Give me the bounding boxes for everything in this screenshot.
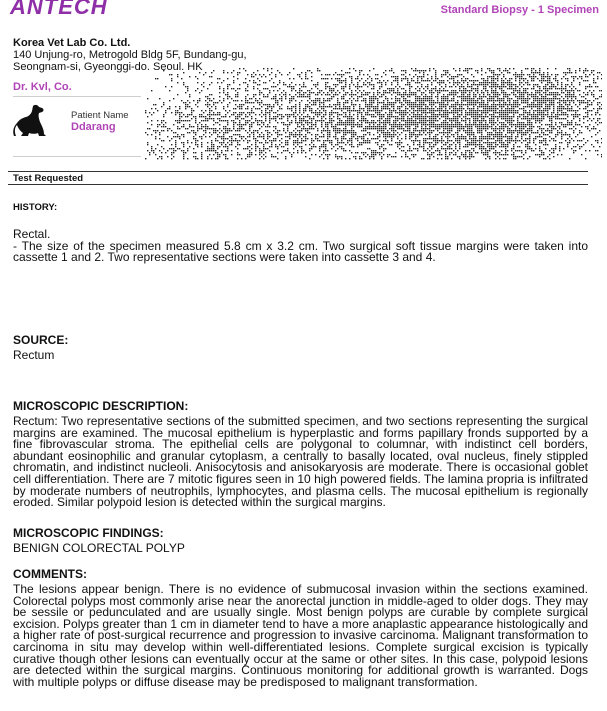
test-requested-label: Test Requested (13, 173, 84, 184)
dog-silhouette-icon (13, 103, 48, 138)
redacted-noise-area (145, 68, 602, 160)
divider (8, 184, 588, 185)
history-text (13, 229, 588, 264)
history-heading: HISTORY: (13, 202, 58, 213)
comments-text: The lesions appear benign. There is no evidence of submucosal invasion within the sections examined. Colorectal polyps most commonly arise near the anorectal junction in middle-aged to older dogs. They may be sessile or pedunculated and are usually single. Most benign polyps are curable by complete surgical excision. Polyps greater than 1 cm in diameter tend to have a more anaplastic appearance histologically and a higher rate of post-surgical recurrence and progression to invasive carcinoma. Malignant transformation to carcinoma in situ may develop within well-differentiated lesions. Complete surgical excision is typically curative though other lesions can eventually occur at the same or other sites. In this case, polypoid lesions are detected within the surgical margins. Continuous monitoring for additional growth is warranted. Dogs with multiple polyps or diffuse disease may be predisposed to malignant transformation. (13, 582, 588, 689)
source-text: Rectum (13, 348, 55, 362)
patient-name-label: Patient Name (71, 110, 129, 121)
history-line1: Rectal. (13, 227, 51, 241)
divider (13, 96, 141, 97)
divider (8, 171, 588, 172)
redaction-speckle (145, 68, 602, 159)
comments-heading: COMMENTS: (13, 567, 87, 581)
microscopic-description-heading: MICROSCOPIC DESCRIPTION: (13, 399, 189, 413)
microscopic-findings-text: BENIGN COLORECTAL POLYP (13, 541, 185, 555)
source-heading: SOURCE: (13, 333, 69, 347)
divider (13, 156, 141, 157)
history-line2: - The size of the specimen measured 5.8 cm x 3.2 cm. Two surgical soft tissue margins were taken into cassette 1 and 2. Two representative sections were taken into cassette 3 and 4. (13, 238, 588, 265)
microscopic-description-text: Rectum: Two representative sections of the submitted specimen, and two sections representing the surgical margins are examined. The mucosal epithelium is hyperplastic and forms papillary fronds supported by a fine fibrovascular stroma. The epithelial cells are polygonal to columnar, with indistinct cell borders, abundant eosinophilic and granular cytoplasm, a centrally to basally located, oval nucleus, finely stippled chromatin, and indistinct nucleoli. Anisocytosis and anisokaryosis are moderate. There is occasional goblet cell differentiation. There are 7 mitotic figures seen in 10 high powered fields. The lamina propria is infiltrated by moderate numbers of neutrophils, lymphocytes, and plasma cells. The mucosal epithelium is regionally eroded. Similar polypoid lesion is detected within the surgical margins. (13, 414, 588, 510)
lab-address-line2: Seongnam-si, Gyeonggi-do. Seoul. HK (13, 61, 203, 73)
antech-logo: ANTECH (10, 0, 108, 19)
report-type: Standard Biopsy - 1 Specimen (440, 4, 599, 16)
doctor-name: Dr. Kvl, Co. (13, 81, 72, 93)
lab-name: Korea Vet Lab Co. Ltd. (13, 37, 131, 49)
lab-address-line1: 140 Unjung-ro, Metrogold Bldg 5F, Bundang-gu, (13, 49, 247, 61)
microscopic-findings-heading: MICROSCOPIC FINDINGS: (13, 526, 164, 540)
patient-name: Ddarang (71, 121, 116, 133)
